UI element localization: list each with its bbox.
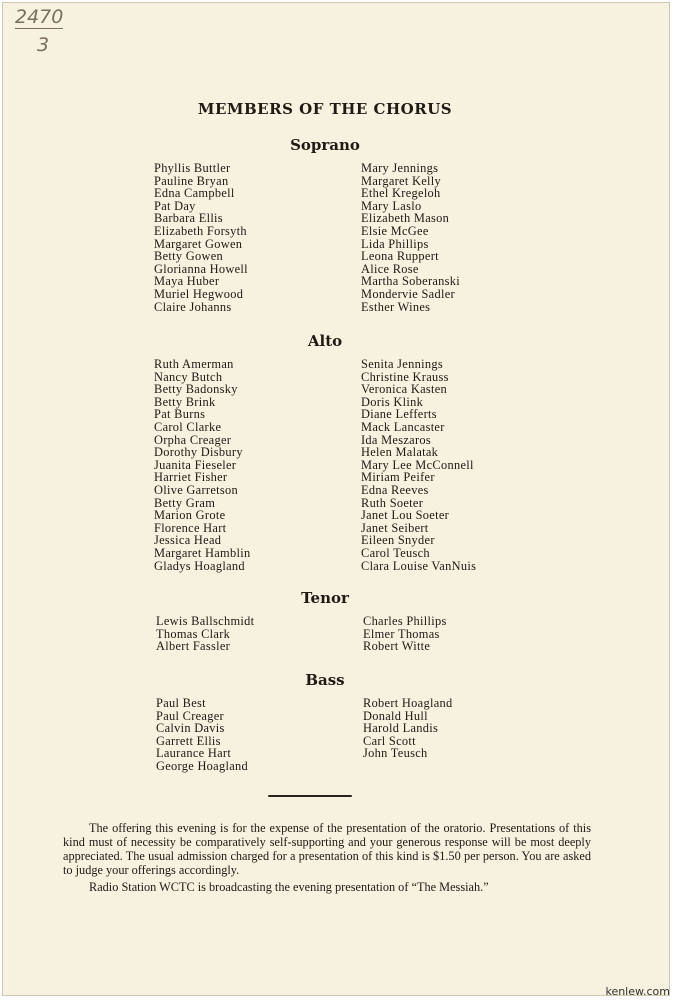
- member-name: Robert Witte: [363, 639, 431, 654]
- member-name: Jessica Head: [154, 533, 222, 548]
- member-name: Edna Campbell: [154, 186, 235, 201]
- member-name: Pauline Bryan: [154, 173, 229, 188]
- annotation-number: 2470: [15, 6, 64, 28]
- member-name: Nancy Butch: [154, 369, 223, 384]
- member-name: Claire Johanns: [154, 299, 232, 314]
- member-name: Elizabeth Forsyth: [154, 223, 247, 238]
- member-name: Alice Rose: [361, 261, 419, 276]
- member-name: Diane Lefferts: [361, 407, 437, 422]
- member-name: Miriam Peifer: [361, 470, 435, 485]
- member-name: Muriel Hegwood: [154, 286, 244, 301]
- alto-heading: Alto: [307, 332, 343, 350]
- member-name: Senita Jennings: [361, 357, 443, 371]
- handwritten-annotation: [15, 3, 63, 59]
- member-name: Dorothy Disbury: [154, 445, 243, 460]
- member-name: Donald Hull: [363, 708, 428, 723]
- member-name: John Teusch: [363, 746, 428, 761]
- member-name: Lida Phillips: [361, 236, 429, 251]
- member-name: Betty Badonsky: [154, 382, 238, 397]
- member-name: Leona Ruppert: [361, 249, 439, 264]
- member-name: Juanita Fieseler: [154, 457, 237, 472]
- radio-paragraph: Radio Station WCTC is broadcasting the evening presentation of “The Messiah.”: [89, 880, 489, 894]
- member-name: Maya Huber: [154, 274, 220, 289]
- bass-heading: Bass: [305, 671, 345, 689]
- member-name: Glorianna Howell: [154, 261, 248, 276]
- member-name: Robert Hoagland: [363, 696, 453, 710]
- member-name: Carl Scott: [363, 733, 416, 748]
- tenor-list-left: [156, 615, 254, 653]
- member-name: Martha Soberanski: [361, 274, 461, 289]
- member-name: Laurance Hart: [156, 746, 232, 761]
- member-name: Elmer Thomas: [363, 626, 440, 641]
- member-name: Barbara Ellis: [154, 211, 223, 226]
- member-name: Olive Garretson: [154, 482, 238, 497]
- member-name: Elsie McGee: [361, 223, 429, 238]
- member-name: Esther Wines: [361, 299, 431, 314]
- member-name: Edna Reeves: [361, 482, 429, 497]
- member-name: Christine Krauss: [361, 369, 449, 384]
- member-name: Paul Best: [156, 696, 206, 710]
- member-name: Paul Creager: [156, 708, 224, 723]
- member-name: Betty Gowen: [154, 249, 224, 264]
- member-name: George Hoagland: [156, 758, 249, 773]
- member-name: Garrett Ellis: [156, 733, 221, 748]
- member-name: Mondervie Sadler: [361, 286, 455, 301]
- member-name: Pat Burns: [154, 407, 206, 422]
- member-name: Clara Louise VanNuis: [361, 558, 477, 573]
- member-name: Mack Lancaster: [361, 419, 445, 434]
- member-name: Ethel Kregeloh: [361, 186, 441, 201]
- member-name: Pat Day: [154, 198, 196, 213]
- member-name: Phyllis Buttler: [154, 161, 231, 175]
- tenor-heading: Tenor: [301, 589, 349, 607]
- member-name: Mary Jennings: [361, 161, 439, 175]
- divider-rule: [268, 795, 352, 797]
- member-name: Orpha Creager: [154, 432, 232, 447]
- member-name: Carol Clarke: [154, 419, 222, 434]
- member-name: Harold Landis: [363, 721, 439, 736]
- member-name: Veronica Kasten: [361, 382, 448, 397]
- member-name: Gladys Hoagland: [154, 558, 245, 573]
- member-name: Ruth Soeter: [361, 495, 424, 510]
- member-name: Betty Brink: [154, 394, 216, 409]
- member-name: Thomas Clark: [156, 626, 231, 641]
- member-name: Ida Meszaros: [361, 432, 431, 447]
- page-title: MEMBERS OF THE CHORUS: [197, 100, 453, 118]
- member-name: Marion Grote: [154, 508, 226, 523]
- member-name: Mary Laslo: [361, 198, 422, 213]
- member-name: Florence Hart: [154, 520, 227, 535]
- soprano-list-right: [361, 162, 460, 313]
- bass-list-right: [363, 697, 453, 760]
- annotation-page: 3: [37, 34, 50, 56]
- member-name: Mary Lee McConnell: [361, 457, 474, 472]
- program-page: [2, 2, 670, 996]
- member-name: Eileen Snyder: [361, 533, 435, 548]
- soprano-list-left: [154, 162, 248, 313]
- member-name: Doris Klink: [361, 394, 424, 409]
- member-name: Janet Lou Soeter: [361, 508, 450, 523]
- bass-list-left: [156, 697, 248, 773]
- soprano-heading: Soprano: [290, 136, 360, 154]
- member-name: Janet Seibert: [361, 520, 429, 535]
- member-name: Margaret Hamblin: [154, 545, 251, 560]
- tenor-list-right: [363, 615, 447, 653]
- member-name: Lewis Ballschmidt: [156, 614, 255, 628]
- member-name: Albert Fassler: [156, 639, 231, 654]
- member-name: Ruth Amerman: [154, 357, 234, 371]
- member-name: Betty Gram: [154, 495, 216, 510]
- offering-paragraph: The offering this evening is for the expense of the presentation of the oratorio. Presentations of this kind must of necessity be comparatively self-supporting and your generous response will be most deeply appreciated. The usual admission charged for a presentation of this kind is $1.50 per person. You are asked to judge your offerings accordingly.: [63, 821, 591, 877]
- member-name: Helen Malatak: [361, 445, 439, 460]
- member-name: Calvin Davis: [156, 721, 225, 736]
- member-name: Harriet Fisher: [154, 470, 228, 485]
- member-name: Elizabeth Mason: [361, 211, 450, 226]
- alto-list-right: [361, 358, 476, 572]
- member-name: Margaret Kelly: [361, 173, 442, 188]
- member-name: Carol Teusch: [361, 545, 430, 560]
- alto-list-left: [154, 358, 250, 572]
- watermark-credit: kenlew.com: [605, 985, 670, 998]
- member-name: Charles Phillips: [363, 614, 447, 628]
- member-name: Margaret Gowen: [154, 236, 243, 251]
